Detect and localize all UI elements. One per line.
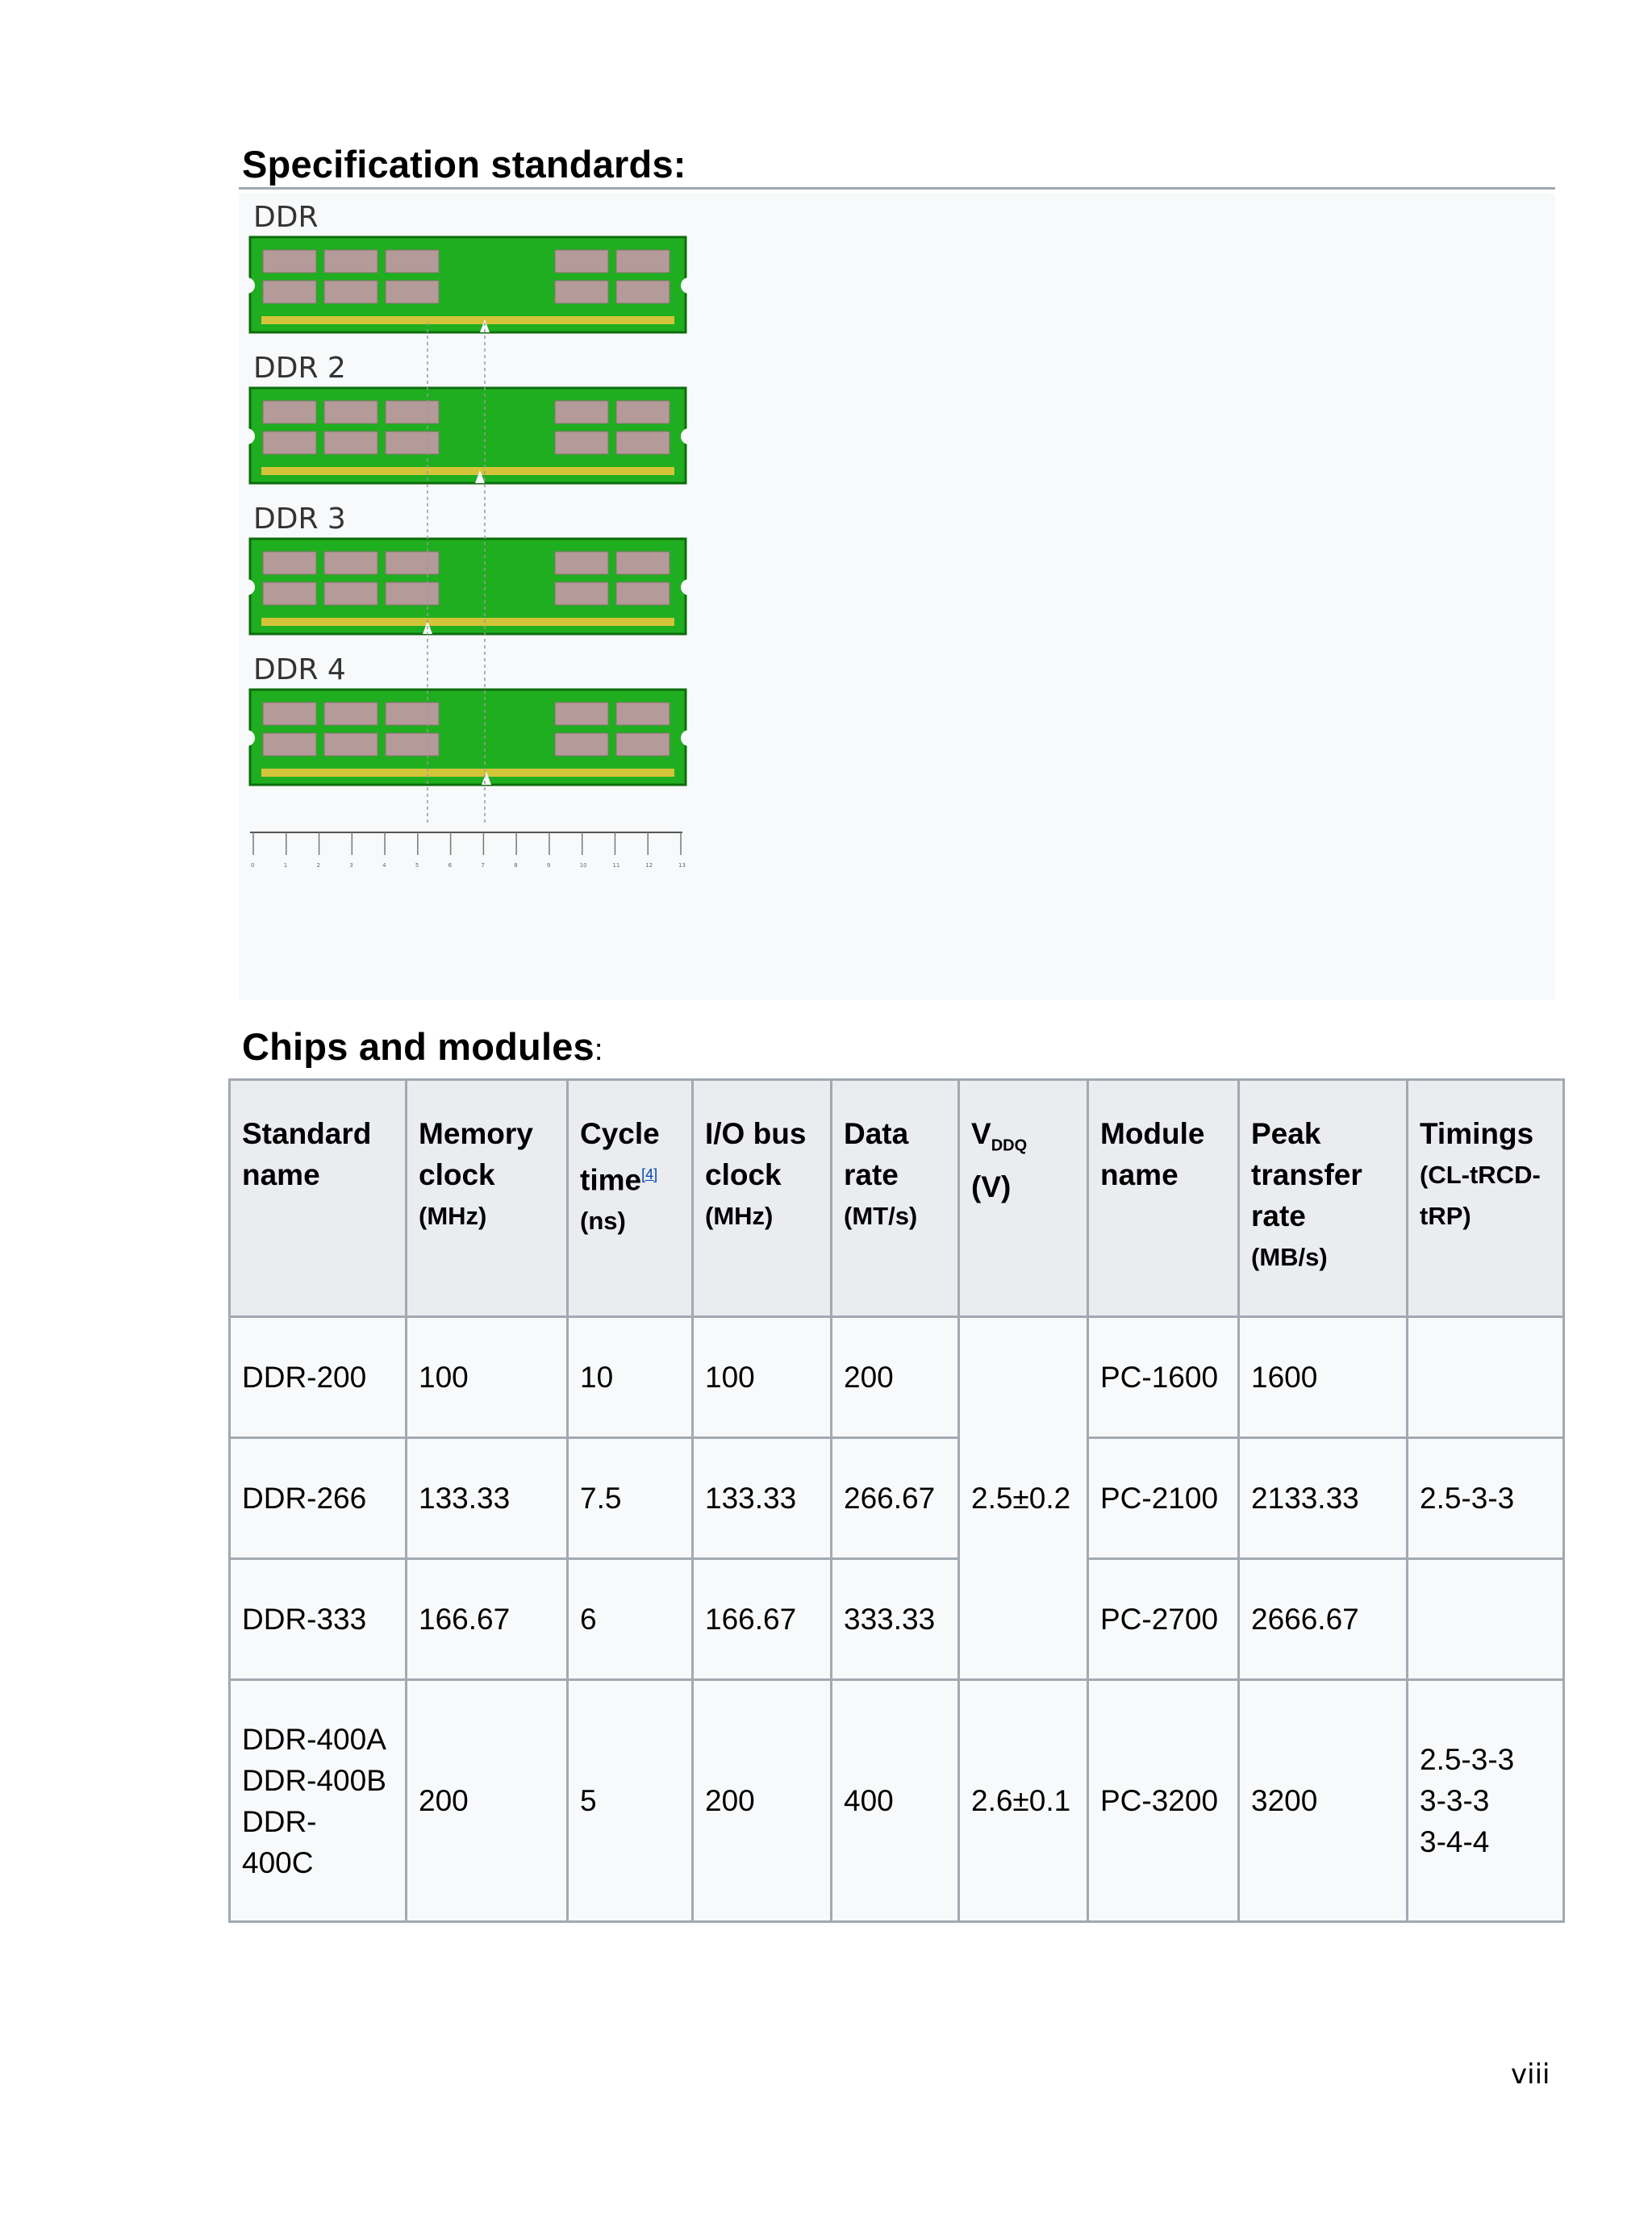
side-notch <box>239 277 255 294</box>
ruler-tick-label: 10 <box>579 862 587 869</box>
memory-chip <box>616 250 670 273</box>
side-notch <box>681 277 697 294</box>
memory-chip <box>263 733 316 756</box>
memory-chip <box>386 432 439 454</box>
cell-standard: DDR-200 <box>230 1317 407 1438</box>
cell-memory-clock: 133.33 <box>407 1438 568 1559</box>
header-text: clock <box>705 1158 782 1191</box>
cell-peak-rate: 3200 <box>1239 1680 1408 1922</box>
header-unit: (MHz) <box>419 1202 487 1230</box>
chips-heading-text: Chips and modules <box>242 1025 594 1068</box>
ruler-tick-label: 1 <box>283 862 288 869</box>
memory-chip <box>555 733 608 756</box>
cell-cycle-time: 5 <box>568 1680 693 1922</box>
memory-chip <box>263 401 316 423</box>
ruler-tick-label: 7 <box>481 862 485 869</box>
memory-chip <box>386 582 439 605</box>
ruler-tick-label: 12 <box>645 862 653 869</box>
cell-module-name: PC-2700 <box>1088 1559 1239 1680</box>
memory-chip <box>555 582 608 605</box>
header-text: clock <box>419 1158 495 1191</box>
ruler-tick-label: 6 <box>448 862 453 869</box>
memory-chip <box>386 733 439 756</box>
cell-standard: DDR-266 <box>230 1438 407 1559</box>
memory-chip <box>324 250 378 273</box>
header-unit: (MHz) <box>705 1202 774 1230</box>
memory-chip <box>263 582 316 605</box>
memory-chip <box>324 703 378 725</box>
reference-link[interactable]: [4] <box>641 1166 658 1182</box>
cell-module-name: PC-1600 <box>1088 1317 1239 1438</box>
header-unit: (CL-tRCD- tRP) <box>1420 1161 1541 1230</box>
side-notch <box>681 730 697 746</box>
header-text: rate <box>1251 1199 1306 1232</box>
header-standard-name <box>230 1080 407 1317</box>
header-text: name <box>242 1158 320 1191</box>
heading-divider <box>239 187 1555 190</box>
module-label: DDR 2 <box>253 352 346 385</box>
cell-data-rate: 400 <box>832 1680 959 1922</box>
memory-chip <box>386 703 439 725</box>
header-data-rate <box>832 1080 959 1317</box>
header-text: Module <box>1100 1117 1205 1150</box>
header-cycle-time <box>568 1080 693 1317</box>
cell-io-bus-clock: 166.67 <box>693 1559 832 1680</box>
memory-chip <box>386 250 439 273</box>
section-heading-chips-modules <box>242 1024 603 1069</box>
module-label: DDR 4 <box>253 653 346 686</box>
memory-chip <box>555 703 608 725</box>
edge-contacts <box>261 769 674 777</box>
cell-io-bus-clock: 133.33 <box>693 1438 832 1559</box>
section-heading-specification: Specification standards: <box>242 143 686 186</box>
ruler-tick-label: 13 <box>678 862 686 869</box>
cell-standard: DDR-400A DDR-400B DDR- 400C <box>230 1680 407 1922</box>
side-notch <box>239 579 255 595</box>
ruler-tick-label: 2 <box>316 862 321 869</box>
header-text: V <box>971 1117 991 1150</box>
edge-contacts <box>261 467 674 475</box>
memory-chip <box>555 281 608 303</box>
side-notch <box>681 428 697 444</box>
header-peak-transfer-rate <box>1239 1080 1408 1317</box>
memory-chip <box>324 582 378 605</box>
cell-io-bus-clock: 100 <box>693 1317 832 1438</box>
cell-cycle-time: 7.5 <box>568 1438 693 1559</box>
cell-memory-clock: 100 <box>407 1317 568 1438</box>
memory-chip <box>263 281 316 303</box>
cell-standard: DDR-333 <box>230 1559 407 1680</box>
ddr-modules-illustration <box>239 194 723 887</box>
header-text: Memory <box>419 1117 533 1150</box>
memory-chip <box>616 582 670 605</box>
memory-chip <box>616 432 670 454</box>
ruler-tick-label: 0 <box>251 862 255 869</box>
memory-chip <box>555 432 608 454</box>
memory-chip <box>386 401 439 423</box>
cell-data-rate: 333.33 <box>832 1559 959 1680</box>
ruler-tick-label: 3 <box>349 862 353 869</box>
table-row <box>230 1680 1564 1922</box>
side-notch <box>681 579 697 595</box>
header-text: Peak <box>1251 1117 1321 1150</box>
header-text: transfer <box>1251 1158 1362 1191</box>
header-text: Cycle <box>580 1117 660 1150</box>
cell-module-name: PC-2100 <box>1088 1438 1239 1559</box>
memory-chip <box>616 552 670 574</box>
ruler-tick-label: 4 <box>382 862 386 869</box>
memory-chip <box>555 552 608 574</box>
cell-vddq: 2.5±0.2 <box>959 1317 1088 1680</box>
cell-module-name: PC-3200 <box>1088 1680 1239 1922</box>
header-text: Standard <box>242 1117 372 1150</box>
ruler-tick-label: 8 <box>514 862 518 869</box>
side-notch <box>239 730 255 746</box>
header-text: Timings <box>1420 1117 1534 1150</box>
cell-vddq: 2.6±0.1 <box>959 1680 1088 1922</box>
header-unit: (MT/s) <box>844 1202 918 1230</box>
memory-chip <box>324 281 378 303</box>
memory-chip <box>555 250 608 273</box>
cell-cycle-time: 6 <box>568 1559 693 1680</box>
chips-heading-colon: : <box>594 1033 603 1067</box>
memory-chip <box>555 401 608 423</box>
table-row <box>230 1559 1564 1680</box>
edge-contacts <box>261 618 674 626</box>
memory-chip <box>324 432 378 454</box>
header-text: Data <box>844 1117 909 1150</box>
memory-chip <box>324 401 378 423</box>
header-memory-clock <box>407 1080 568 1317</box>
header-text: (V) <box>971 1170 1012 1204</box>
header-text: name <box>1100 1158 1179 1191</box>
memory-chip <box>324 733 378 756</box>
cell-peak-rate: 2666.67 <box>1239 1559 1408 1680</box>
module-label: DDR <box>253 201 319 234</box>
header-timings <box>1408 1080 1564 1317</box>
cell-memory-clock: 200 <box>407 1680 568 1922</box>
cell-memory-clock: 166.67 <box>407 1559 568 1680</box>
module-label: DDR 3 <box>253 502 346 536</box>
header-vddq <box>959 1080 1088 1317</box>
table-row <box>230 1438 1564 1559</box>
memory-chip <box>616 703 670 725</box>
cell-timings <box>1408 1559 1564 1680</box>
cell-data-rate: 200 <box>832 1317 959 1438</box>
cell-io-bus-clock: 200 <box>693 1680 832 1922</box>
header-subscript: DDQ <box>991 1136 1028 1155</box>
table-header-row <box>230 1080 1564 1317</box>
header-unit: (MB/s) <box>1251 1243 1328 1271</box>
memory-chip <box>263 432 316 454</box>
edge-contacts <box>261 316 674 324</box>
cell-timings: 2.5-3-3 <box>1408 1438 1564 1559</box>
memory-chip <box>263 250 316 273</box>
header-module-name <box>1088 1080 1239 1317</box>
side-notch <box>239 428 255 444</box>
ddr-comparison-figure <box>239 194 1555 1000</box>
header-text: time <box>580 1163 642 1197</box>
memory-chip <box>386 281 439 303</box>
ruler-tick-label: 11 <box>612 862 620 869</box>
memory-chip <box>386 552 439 574</box>
memory-chip <box>616 733 670 756</box>
table-row <box>230 1317 1564 1438</box>
cell-peak-rate: 2133.33 <box>1239 1438 1408 1559</box>
cell-timings: 2.5-3-3 3-3-3 3-4-4 <box>1408 1680 1564 1922</box>
memory-chip <box>616 281 670 303</box>
header-text: rate <box>844 1158 899 1191</box>
memory-chip <box>263 703 316 725</box>
header-unit: (ns) <box>580 1207 626 1236</box>
cell-timings <box>1408 1317 1564 1438</box>
ruler-tick-label: 5 <box>415 862 419 869</box>
header-io-bus-clock <box>693 1080 832 1317</box>
ruler-tick-label: 9 <box>546 862 551 869</box>
cell-peak-rate: 1600 <box>1239 1317 1408 1438</box>
page-number: viii <box>1511 2058 1550 2091</box>
ddr-spec-table <box>228 1078 1565 1923</box>
header-text: I/O bus <box>705 1117 807 1150</box>
memory-chip <box>324 552 378 574</box>
cell-cycle-time: 10 <box>568 1317 693 1438</box>
memory-chip <box>616 401 670 423</box>
cell-data-rate: 266.67 <box>832 1438 959 1559</box>
memory-chip <box>263 552 316 574</box>
